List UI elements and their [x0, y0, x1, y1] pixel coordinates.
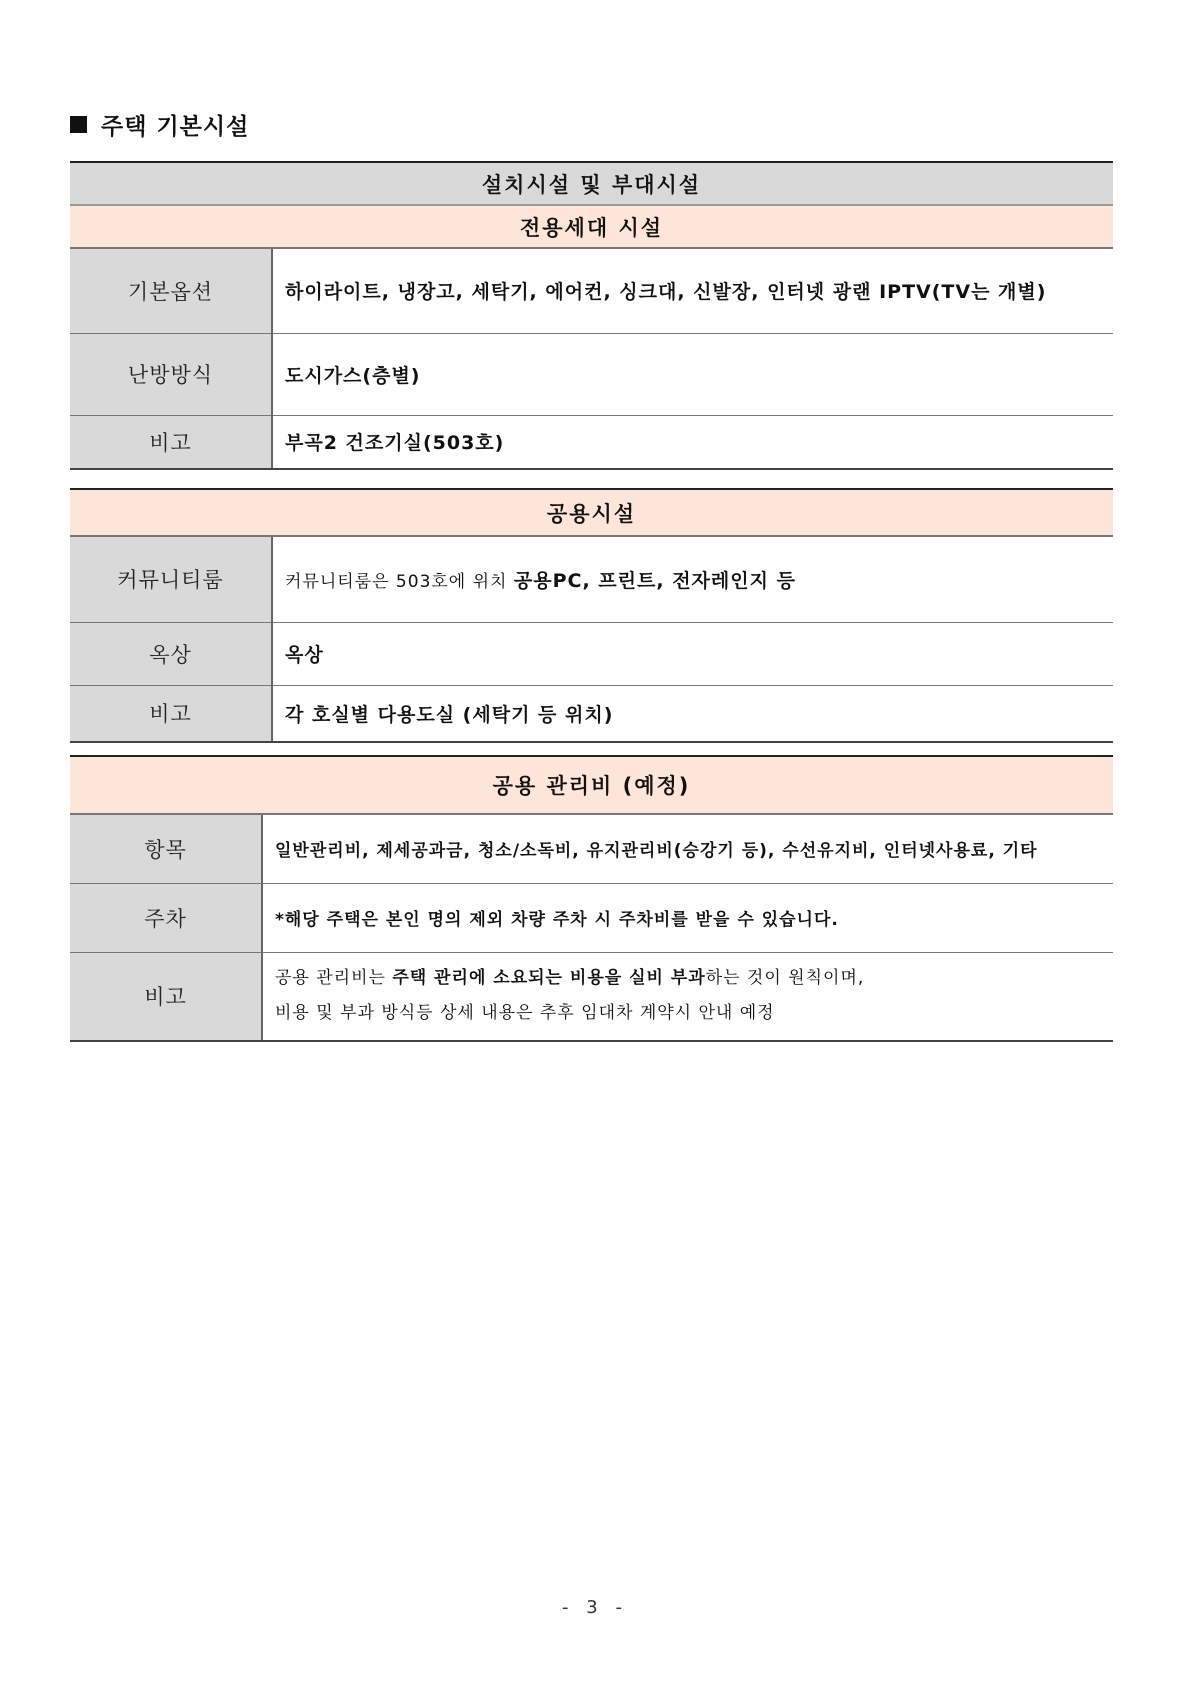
- table-row: [70, 536, 1113, 622]
- section-title: [70, 108, 249, 141]
- note-line-1: 공용 관리비는 주택 관리에 소요되는 비용을 실비 부과하는 것이 원칙이며,: [275, 968, 865, 989]
- section-title-text: 주택 기본시설: [101, 114, 250, 140]
- value-bold-text: 공용PC, 프린트, 전자레인지 등: [513, 569, 796, 592]
- note-bold-text: 주택 관리에 소요되는 비용을 실비 부과: [392, 968, 706, 989]
- row-value: 각 호실별 다용도실 (세탁기 등 위치): [272, 685, 1113, 742]
- table-row: [70, 883, 1113, 952]
- table-row: [70, 814, 1113, 883]
- note-line-2: 비용 및 부과 방식등 상세 내용은 추후 임대차 계약시 안내 예정: [275, 1003, 775, 1024]
- row-label: 난방방식: [70, 333, 272, 415]
- row-label: 비고: [70, 415, 272, 469]
- sub-header-private: 전용세대 시설: [70, 205, 1113, 248]
- row-label: 커뮤니티룸: [70, 536, 272, 622]
- table-row: [70, 333, 1113, 415]
- table-row: [70, 622, 1113, 685]
- main-header: 설치시설 및 부대시설: [70, 162, 1113, 205]
- row-value: 일반관리비, 제세공과금, 청소/소독비, 유지관리비(승강기 등), 수선유지비, 인터넷사용료, 기타: [262, 814, 1113, 883]
- sub-header-common: 공용시설: [70, 489, 1113, 536]
- row-value: 옥상: [272, 622, 1113, 685]
- row-value: 도시가스(층별): [272, 333, 1113, 415]
- row-value: [272, 536, 1113, 622]
- table-row: [70, 952, 1113, 1041]
- management-fee-table: [70, 755, 1113, 1042]
- table-row: [70, 415, 1113, 469]
- private-facilities-table: [70, 161, 1113, 470]
- row-value: *해당 주택은 본인 명의 제외 차량 주차 시 주차비를 받을 수 있습니다.: [262, 883, 1113, 952]
- table-row: [70, 248, 1113, 333]
- table-row: [70, 685, 1113, 742]
- sub-header-fee: 공용 관리비 (예정): [70, 756, 1113, 814]
- row-label: 비고: [70, 685, 272, 742]
- row-label: 항목: [70, 814, 262, 883]
- row-value: [262, 952, 1113, 1041]
- common-facilities-table: [70, 488, 1113, 743]
- row-label: 기본옵션: [70, 248, 272, 333]
- filled-square-icon: [70, 116, 87, 133]
- page-number: - 3 -: [562, 1597, 628, 1618]
- row-label: 옥상: [70, 622, 272, 685]
- value-normal-text: 커뮤니티룸은 503호에 위치: [285, 571, 514, 592]
- row-label: 주차: [70, 883, 262, 952]
- row-value: 하이라이트, 냉장고, 세탁기, 에어컨, 싱크대, 신발장, 인터넷 광랜 IPTV(TV는 개별): [272, 248, 1113, 333]
- row-value: 부곡2 건조기실(503호): [272, 415, 1113, 469]
- row-label: 비고: [70, 952, 262, 1041]
